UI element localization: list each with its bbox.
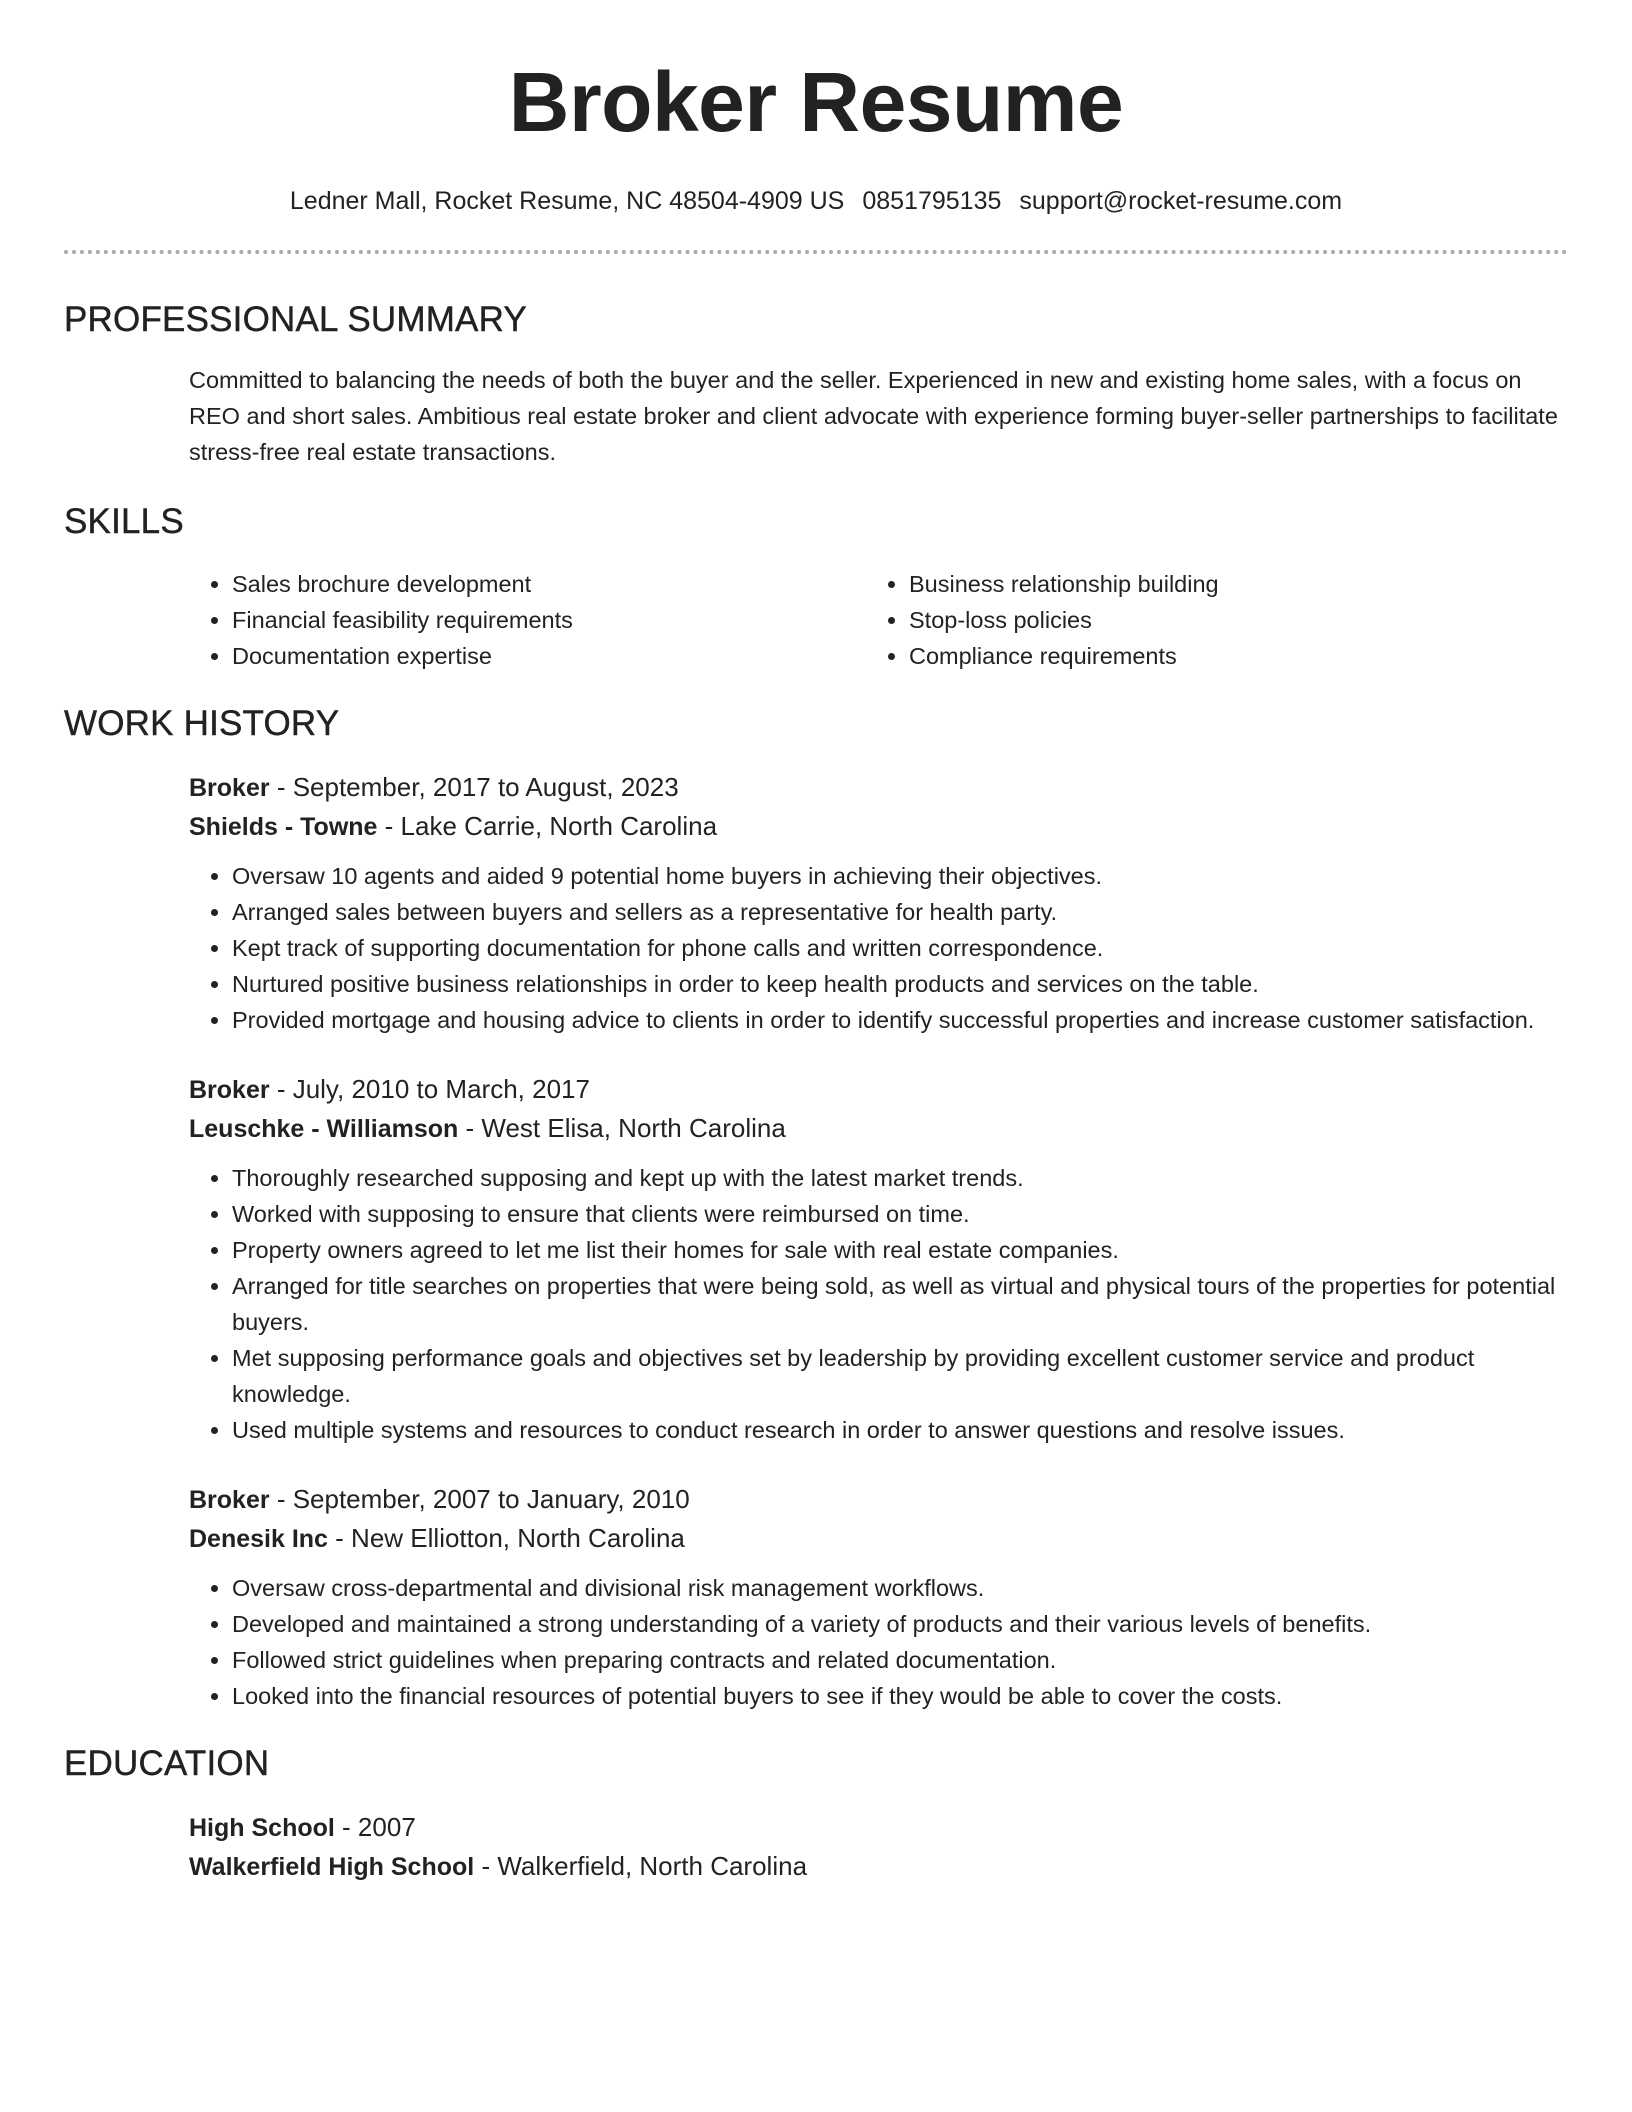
skill-item: • Sales brochure development [232,566,866,602]
job-bullet: • Oversaw cross-departmental and divisional risk management workflows. [232,1570,1568,1606]
contact-email: support@rocket-resume.com [1019,187,1343,215]
job-company-line [189,807,1568,846]
job-title: Broker [189,1076,270,1104]
job-bullet: • Used multiple systems and resources to conduct research in order to answer questions and resolve issues. [232,1412,1568,1448]
skill-item: • Business relationship building [909,566,1568,602]
job-bullet: • Property owners agreed to let me list their homes for sale with real estate companies. [232,1232,1568,1268]
education-entry [64,1808,1568,1886]
job-company: Leuschke - Williamson [189,1115,459,1143]
job-bullet: • Arranged sales between buyers and sellers as a representative for health party. [232,894,1568,930]
job-bullet: • Followed strict guidelines when preparing contracts and related documentation. [232,1642,1568,1678]
job-bullets [189,1570,1568,1714]
job-bullet: • Nurtured positive business relationships in order to keep health products and services on the table. [232,966,1568,1002]
skills-grid [64,566,1568,674]
job-company-line [189,1519,1568,1558]
job-bullet: • Thoroughly researched supposing and kept up with the latest market trends. [232,1160,1568,1196]
job-bullet: • Developed and maintained a strong understanding of a variety of products and their various levels of benefits. [232,1606,1568,1642]
job-location: - Lake Carrie, North Carolina [377,811,718,841]
education-section [64,1742,1568,1886]
job-entry [64,1480,1568,1714]
education-year: - 2007 [334,1812,416,1842]
education-school: Walkerfield High School [189,1853,475,1881]
job-location: - New Elliotton, North Carolina [327,1523,685,1553]
job-location: - West Elisa, North Carolina [458,1113,786,1143]
job-dates: - September, 2007 to January, 2010 [269,1484,690,1514]
skills-section [64,500,1568,674]
skill-item: • Documentation expertise [232,638,866,674]
education-heading: EDUCATION [64,1744,270,1783]
contact-address: Ledner Mall, Rocket Resume, NC 48504-4909 US [289,187,845,215]
job-bullet: • Met supposing performance goals and objectives set by leadership by providing excellent customer service and product knowledge. [232,1340,1568,1412]
skills-list-right [866,566,1568,674]
job-entry [64,768,1568,1038]
education-location: - Walkerfield, North Carolina [474,1851,808,1881]
education-degree: High School [189,1814,335,1842]
summary-heading: PROFESSIONAL SUMMARY [64,300,527,339]
summary-section [64,298,1568,470]
job-title-line [189,768,1568,807]
skills-heading: SKILLS [64,502,184,541]
job-bullet: • Provided mortgage and housing advice to clients in order to identify successful properties and increase customer satisfaction. [232,1002,1568,1038]
skill-item: • Stop-loss policies [909,602,1568,638]
job-dates: - September, 2017 to August, 2023 [269,772,679,802]
job-bullet: • Kept track of supporting documentation for phone calls and written correspondence. [232,930,1568,966]
work-section [64,702,1568,1714]
education-school-line [189,1847,1568,1886]
job-bullet: • Worked with supposing to ensure that clients were reimbursed on time. [232,1196,1568,1232]
education-degree-line [189,1808,1568,1847]
contact-line [64,184,1568,218]
job-bullets [189,858,1568,1038]
job-title: Broker [189,1486,270,1514]
work-heading: WORK HISTORY [64,704,340,743]
job-dates: - July, 2010 to March, 2017 [269,1074,590,1104]
resume-title: Broker Resume [508,55,1124,149]
header-divider [64,250,1568,254]
job-bullet: • Arranged for title searches on properties that were being sold, as well as virtual and physical tours of the properties for potential buyers. [232,1268,1568,1340]
job-company: Denesik Inc [189,1525,328,1553]
skill-item: • Financial feasibility requirements [232,602,866,638]
summary-text: Committed to balancing the needs of both the buyer and the seller. Experienced in new and existing home sales, with a focus on REO and short sales. Ambitious real estate broker and client advocate with experience forming buyer-seller partnerships to facilitate stress-free real estate transactions. [189,367,1558,465]
skill-item: • Compliance requirements [909,638,1568,674]
contact-phone: 0851795135 [862,187,1002,215]
skills-list-left [189,566,866,674]
job-entry [64,1070,1568,1448]
job-bullet: • Oversaw 10 agents and aided 9 potential home buyers in achieving their objectives. [232,858,1568,894]
job-title-line [189,1070,1568,1109]
job-bullet: • Looked into the financial resources of potential buyers to see if they would be able to cover the costs. [232,1678,1568,1714]
job-company: Shields - Towne [189,813,378,841]
job-title: Broker [189,774,270,802]
job-company-line [189,1109,1568,1148]
job-title-line [189,1480,1568,1519]
job-bullets [189,1160,1568,1448]
